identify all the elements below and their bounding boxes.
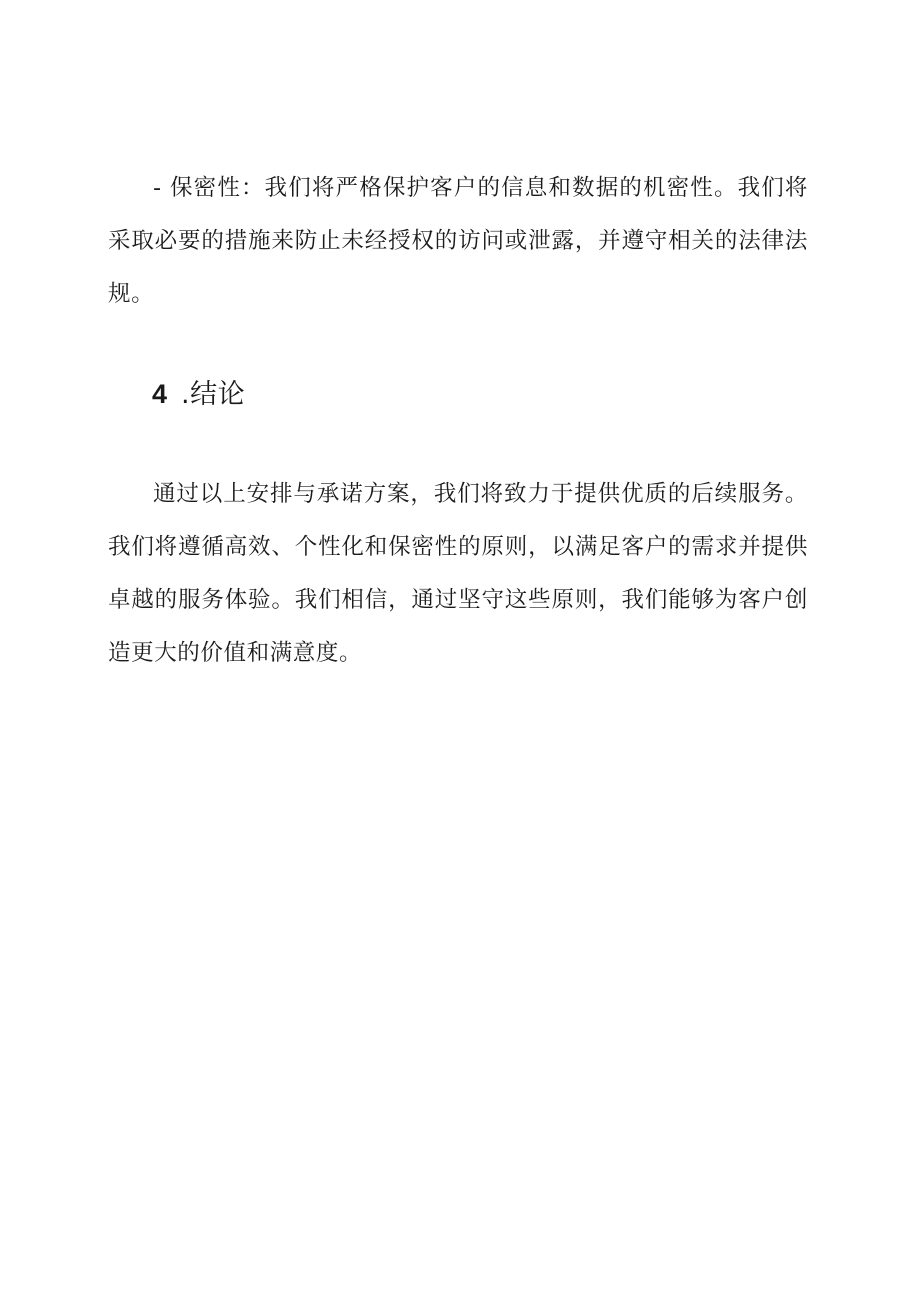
confidentiality-paragraph: - 保密性：我们将严格保护客户的信息和数据的机密性。我们将采取必要的措施来防止未经授权的访问或泄露，并遵守相关的法律法规。 (108, 175, 808, 307)
section-number: 4 (152, 379, 168, 409)
conclusion-paragraph: 通过以上安排与承诺方案，我们将致力于提供优质的后续服务。我们将遵循高效、个性化和保密性的原则，以满足客户的需求并提供卓越的服务体验。我们相信，通过坚守这些原则，我们能够为客户创造更大的价值和满意度。 (108, 481, 808, 666)
section-heading-conclusion (152, 372, 245, 417)
section-title: .结论 (181, 379, 246, 410)
